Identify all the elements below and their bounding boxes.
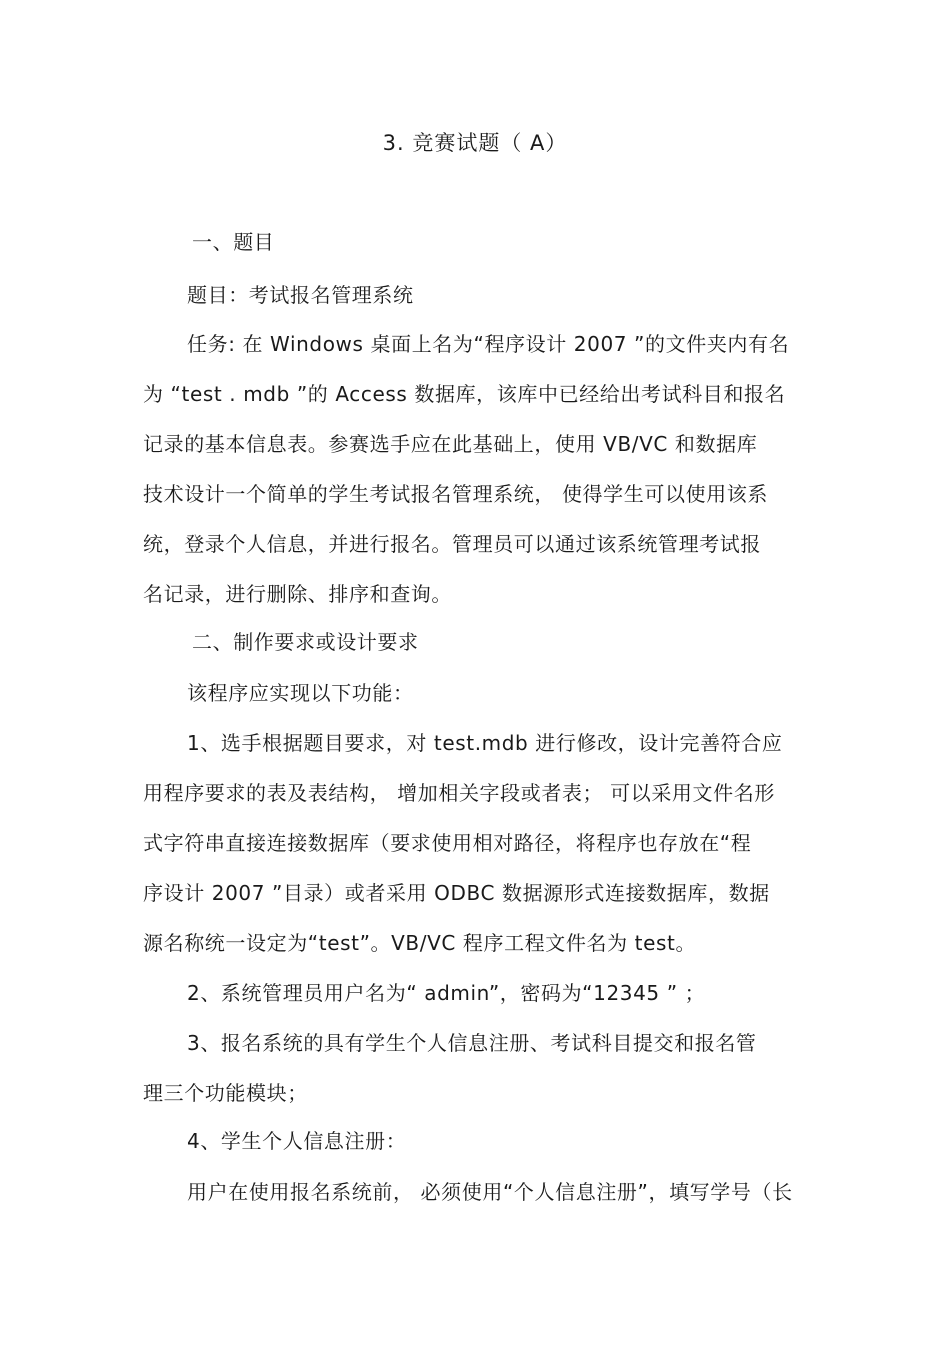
req4-body-line: 用户在使用报名系统前， 必须使用“个人信息注册”，填写学号（长 — [187, 1180, 793, 1204]
page-title: 3. 竞赛试题（ A） — [382, 131, 568, 155]
topic-line: 题目：考试报名管理系统 — [187, 283, 414, 307]
req2-line: 2、系统管理员用户名为“ admin”，密码为“12345 ” ； — [187, 981, 706, 1005]
req1-line-2: 用程序要求的表及表结构， 增加相关字段或者表； 可以采用文件名形 — [143, 781, 775, 805]
task-line-3: 记录的基本信息表。参赛选手应在此基础上，使用 VB/VC 和数据库 — [143, 432, 758, 456]
req1-line-4: 序设计 2007 ”目录）或者采用 ODBC 数据源形式连接数据库，数据 — [143, 881, 770, 905]
task-line-1: 任务: 在 Windows 桌面上名为“程序设计 2007 ”的文件夹内有名 — [187, 332, 790, 356]
req1-line-1: 1、选手根据题目要求，对 test.mdb 进行修改，设计完善符合应 — [187, 731, 783, 755]
req1-line-5: 源名称统一设定为“test”。VB/VC 程序工程文件名为 test。 — [143, 931, 697, 955]
task-line-5: 统，登录个人信息，并进行报名。管理员可以通过该系统管理考试报 — [143, 532, 761, 556]
task-line-4: 技术设计一个简单的学生考试报名管理系统， 使得学生可以使用该系 — [143, 482, 768, 506]
task-line-2: 为 “test . mdb ”的 Access 数据库，该库中已经给出考试科目和报名 — [143, 382, 786, 406]
req4-heading: 4、学生个人信息注册： — [187, 1129, 407, 1153]
req3-line-1: 3、报名系统的具有学生个人信息注册、考试科目提交和报名管 — [187, 1031, 757, 1055]
req1-line-3: 式字符串直接连接数据库（要求使用相对路径，将程序也存放在“程 — [143, 831, 752, 855]
intro-line: 该程序应实现以下功能： — [187, 681, 414, 705]
task-line-6: 名记录，进行删除、排序和查询。 — [143, 582, 452, 606]
section-heading-requirements: 二、制作要求或设计要求 — [192, 630, 419, 654]
req3-line-2: 理三个功能模块； — [143, 1081, 308, 1105]
section-heading-topic: 一、题目 — [192, 230, 275, 254]
